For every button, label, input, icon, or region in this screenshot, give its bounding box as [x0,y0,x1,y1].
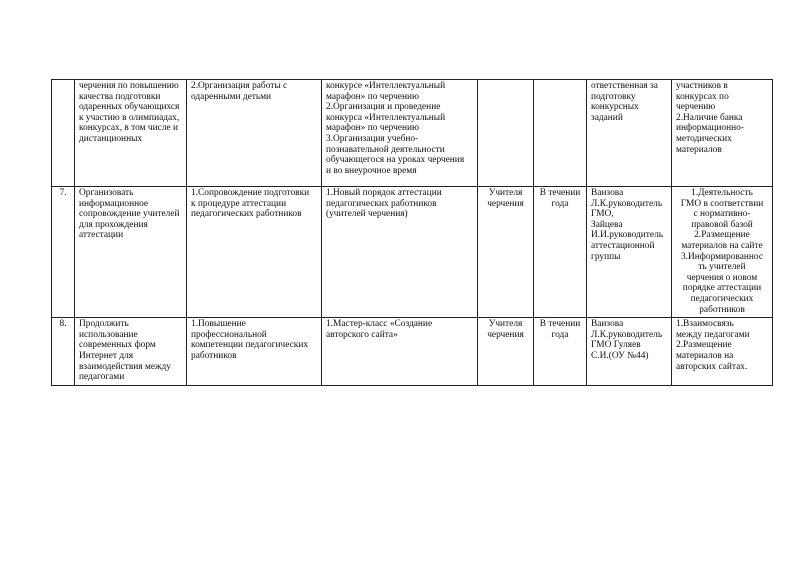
result-cell: 1.Взаимосвязь между педагогами 2.Размещение материалов на авторских сайтах. [672,318,773,386]
row-number: 8. [52,318,75,386]
term-cell: В течении года [534,187,587,318]
participants-cell [478,80,534,187]
participants-cell: Учителя черчения [478,187,534,318]
task-cell: черчения по повышению качества подготовки одаренных обучающихся к участию в олимпиадах, конкурсах, в том числе и дистанционных [75,80,187,187]
plan-table [51,79,773,386]
term-cell [534,80,587,187]
result-cell: участников в конкурсах по черчению 2.Наличие банка информационно- методических материалов [672,80,773,187]
task-cell: Продолжить использование современных форм Интернет для взаимодействия между педагогами [75,318,187,386]
activities-cell: 1.Новый порядок аттестации педагогических работников (учителей черчения) [322,187,478,318]
direction-cell: 2.Организация работы с одаренными детьми [187,80,322,187]
participants-cell: Учителя черчения [478,318,534,386]
row-number: 7. [52,187,75,318]
table-row [52,187,773,318]
activities-cell: 1.Мастер-класс «Создание авторского сайта» [322,318,478,386]
table-row [52,318,773,386]
responsible-cell: Ваизова Л.К.руководитель ГМО, Зайцева И.И.руководитель аттестационной группы [587,187,672,318]
term-cell: В течении года [534,318,587,386]
activities-cell: конкурсе «Интеллектуальный марафон» по черчению 2.Организация и проведение конкурса «Интеллектуальный марафон» по черчению 3.Организация учебно- познавательной деятельности обучающегося на уроках черчения и во внеурочное время [322,80,478,187]
direction-cell: 1.Сопровождение подготовки к процедуре аттестации педагогических работников [187,187,322,318]
responsible-cell: Ваизова Л.К.руководитель ГМО Гуляев С.И.(ОУ №44) [587,318,672,386]
table-row [52,80,773,187]
result-cell: 1.Деятельность ГМО в соответствии с нормативно- правовой базой 2.Размещение материалов на сайте 3.Информированнос ть учителей черчения о новом порядке аттестации педагогических работников [672,187,773,318]
responsible-cell: ответственная за подготовку конкурсных заданий [587,80,672,187]
direction-cell: 1.Повышение профессиональной компетенции педагогических работников [187,318,322,386]
row-number [52,80,75,187]
task-cell: Организовать информационное сопровождение учителей для прохождения аттестации [75,187,187,318]
